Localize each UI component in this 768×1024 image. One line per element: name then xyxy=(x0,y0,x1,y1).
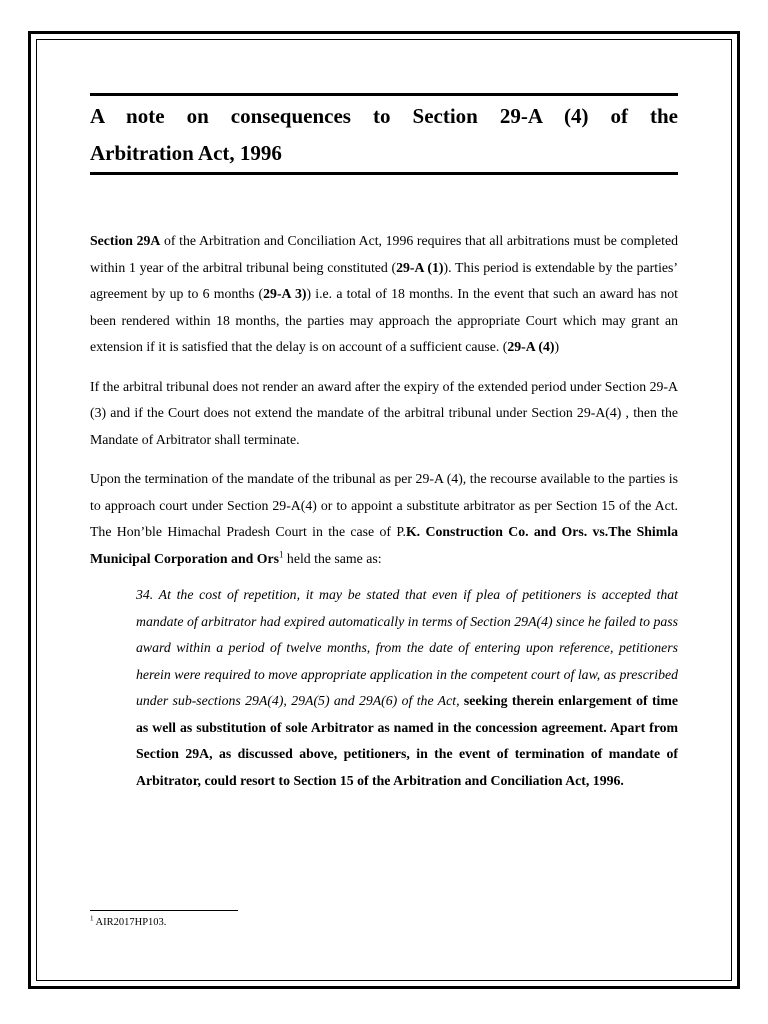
paragraph-termination-recourse xyxy=(90,466,678,572)
title-line-2: Arbitration Act, 1996 xyxy=(90,141,282,165)
bold-ref-29a-1: 29-A (1) xyxy=(396,259,444,275)
footnote-separator xyxy=(90,910,238,911)
title-line-1: A note on consequences to Section 29-A (4) of the xyxy=(90,104,678,128)
block-quote-judgment xyxy=(136,582,678,794)
document-body xyxy=(90,93,678,794)
text-run: ) i.e. a total of 18 months. In the event that such an award has not been rendered within 18 months, the parties may approach the appropriate Court which may grant an extension if it is satisfied that the delay is on account of a sufficient cause. ( xyxy=(90,286,678,354)
bold-ref-29a-4: 29-A (4) xyxy=(507,339,555,354)
paragraph-mandate-terminate: If the arbitral tribunal does not render an award after the expiry of the extended period under Section 29-A (3) and if the Court does not extend the mandate of the arbitral tribunal under Section 29-A(4) , then the Mandate of Arbitrator shall terminate. xyxy=(90,378,678,447)
bold-ref-29a-3: 29-A 3) xyxy=(263,286,307,301)
text-run: ). This period is extendable by the parties’ agreement by up to 6 months ( xyxy=(90,259,678,301)
text-run: held the same as: xyxy=(283,550,382,566)
quote-bold-text: seeking therein enlargement of time as well as substitution of sole Arbitrator as named in the concession agreement. Apart from Section 29A, as discussed above, petitioners, in the event of termination of mandate of Arbitrator, could resort to Section 15 of the Arbitration and Conciliation Act, 1996. xyxy=(136,693,678,788)
bold-section-29a: Section 29A xyxy=(90,233,161,248)
text-run: Upon the termination of the mandate of the tribunal as per 29-A (4), the recourse available to the parties is to approach court under Section 29-A(4) or to appoint a substitute arbitrator as per Section 15 of the Act. The Hon’ble Himachal Pradesh Court in the case of P. xyxy=(90,471,678,539)
footnote-reference: 1 xyxy=(278,548,284,559)
footnote-text: AIR2017HP103. xyxy=(93,917,167,928)
text-run: of the Arbitration and Conciliation Act, 1996 requires that all arbitrations must be completed within 1 year of the arbitral tribunal being constituted ( xyxy=(90,233,678,275)
paragraph-section-29a xyxy=(90,228,678,361)
text-run: ) xyxy=(554,339,560,354)
document-title xyxy=(90,93,678,175)
quote-italic-text: 34. At the cost of repetition, it may be stated that even if plea of petitioners is accepted that mandate of arbitrator had expired automatically in terms of Section 29A(4) since he failed to pass award within a period of twelve months, from the date of entering upon reference, petitioners herein were required to move appropriate application in the competent court of law, as prescribed under sub-sections 29A(4), 29A(5) and 29A(6) of the Act, xyxy=(136,587,678,708)
footnote xyxy=(90,914,167,928)
footnote-mark: 1 xyxy=(90,914,94,923)
bold-case-name: K. Construction Co. and Ors. vs.The Shimla Municipal Corporation and Ors xyxy=(90,524,678,566)
